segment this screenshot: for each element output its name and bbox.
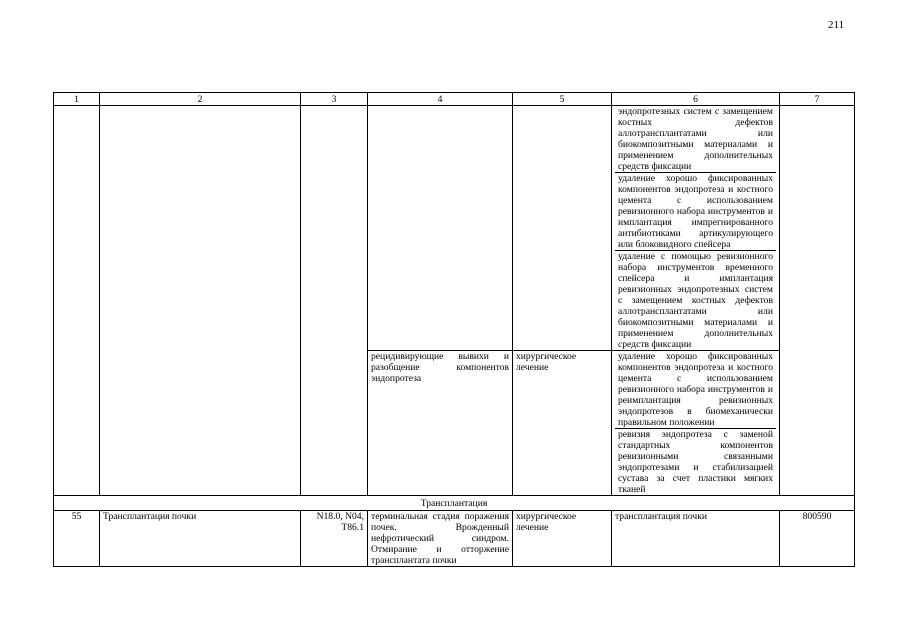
treatment-method: удаление хорошо фиксированных компонентов эндопротеза и костного цемента с использованием ревизионного набора инструментов и имплантация импрегнированного антибиотиками артикулирующего или блоковидного спейсера xyxy=(615,172,776,250)
header-cell: 7 xyxy=(780,93,855,106)
table-row xyxy=(54,511,855,567)
icd-codes: N18.0, N04, T86.1 xyxy=(301,511,368,567)
header-cell: 4 xyxy=(368,93,513,106)
header-cell: 1 xyxy=(54,93,100,106)
medical-care-table xyxy=(53,92,855,567)
header-cell: 6 xyxy=(612,93,780,106)
treatment-method: ревизия эндопротеза с заменой стандартных компонентов ревизионными связанными эндопротезами и стабилизацией сустава за счет пластики мягких тканей xyxy=(615,428,776,495)
cost-value: 800590 xyxy=(780,511,855,567)
header-cell: 5 xyxy=(513,93,612,106)
header-cell: 3 xyxy=(301,93,368,106)
table-header-row xyxy=(54,93,855,106)
section-title: Трансплантация xyxy=(54,496,855,511)
treatment-type: хирургическое лечение xyxy=(513,351,612,496)
row-number: 55 xyxy=(54,511,100,567)
page-number: 211 xyxy=(828,19,845,31)
treatment-method: трансплантация почки xyxy=(612,511,780,567)
header-cell: 2 xyxy=(100,93,301,106)
treatment-method: эндопротезных систем с замещением костных дефектов аллотрансплантатами или биокомпозитными материалами и применением дополнительных средств фиксации xyxy=(618,106,773,172)
care-type-name: Трансплантация почки xyxy=(100,511,301,567)
patient-model: рецидивирующие вывихи и разобщение компонентов эндопротеза xyxy=(368,351,513,496)
treatment-method: удаление хорошо фиксированных компонентов эндопротеза и костного цемента с использованием ревизионного набора инструментов и реимплантация ревизионных эндопротезов в биомеханически правильном положении xyxy=(618,351,773,428)
treatment-type: хирургическое лечение xyxy=(513,511,612,567)
treatment-method: удаление с помощью ревизионного набора инструментов временного спейсера и имплантация ревизионных эндопротезных систем с замещением костных дефектов аллотрансплантатами или биокомпозитными материалами и применением дополнительных средств фиксации xyxy=(615,250,776,350)
patient-model: терминальная стадия поражения почек. Врожденный нефротический синдром. Отмирание и отторжение трансплантата почки xyxy=(368,511,513,567)
section-row xyxy=(54,496,855,511)
table-row xyxy=(54,106,855,351)
